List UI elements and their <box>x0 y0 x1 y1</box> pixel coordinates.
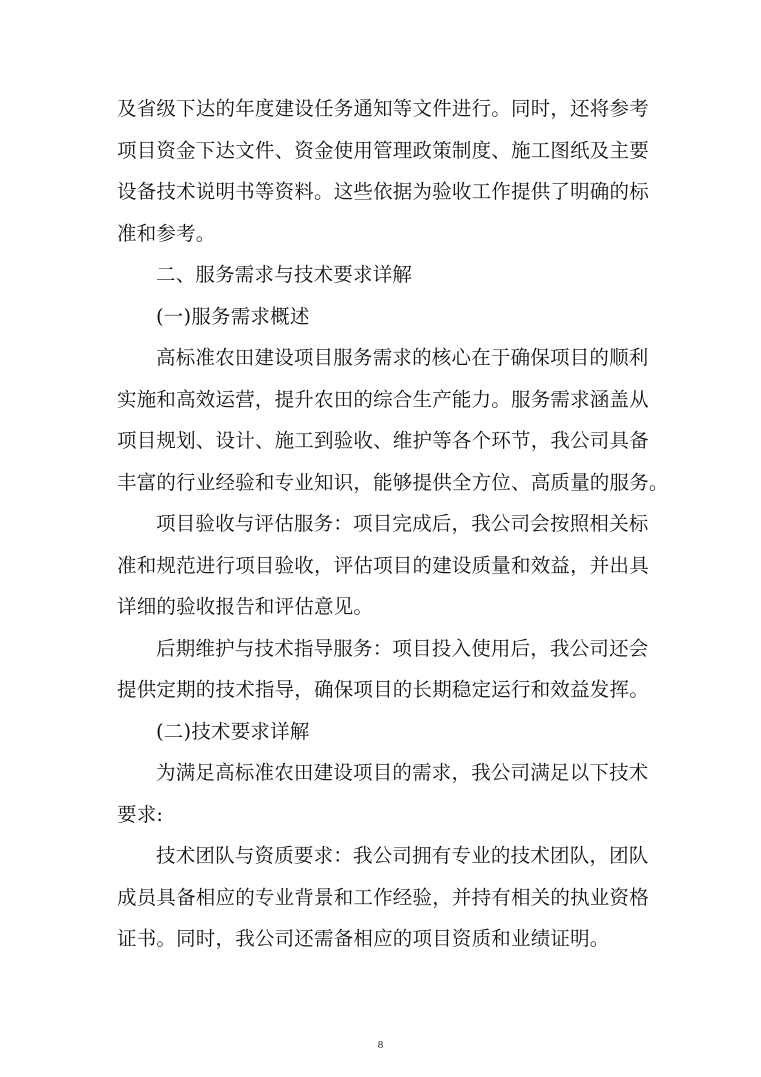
paragraph-line-11: 项目验收与评估服务：项目完成后，我公司会按照相关标 <box>156 512 649 535</box>
document-body <box>117 88 669 960</box>
paragraph-line-21: 证书。同时，我公司还需备相应的项目资质和业绩证明。 <box>117 927 610 950</box>
subsection-heading-2: (二)技术要求详解 <box>156 719 310 743</box>
subsection-heading-1: (一)服务需求概述 <box>156 304 310 328</box>
paragraph-line-18: 要求: <box>117 802 164 826</box>
page-number: 8 <box>377 1039 384 1051</box>
section-heading: 二、服务需求与技术要求详解 <box>156 263 413 286</box>
paragraph-line-15: 提供定期的技术指导，确保项目的长期稳定运行和效益发挥。 <box>117 678 649 701</box>
paragraph-line-12: 准和规范进行项目验收，评估项目的建设质量和效益，并出具 <box>117 553 649 577</box>
paragraph-line-4: 准和参考。 <box>117 221 216 245</box>
paragraph-line-9: 项目规划、设计、施工到验收、维护等各个环节，我公司具备 <box>117 429 649 452</box>
paragraph-line-10: 丰富的行业经验和专业知识，能够提供全方位、高质量的服务。 <box>117 470 669 494</box>
paragraph-line-20: 成员具备相应的专业背景和工作经验，并持有相关的执业资格 <box>117 885 649 909</box>
paragraph-line-8: 实施和高效运营，提升农田的综合生产能力。服务需求涵盖从 <box>117 387 649 411</box>
paragraph-line-2: 项目资金下达文件、资金使用管理政策制度、施工图纸及主要 <box>117 138 649 162</box>
paragraph-line-13: 详细的验收报告和评估意见。 <box>117 595 374 618</box>
paragraph-line-7: 高标准农田建设项目服务需求的核心在于确保项目的顺利 <box>156 346 649 369</box>
paragraph-line-3: 设备技术说明书等资料。这些依据为验收工作提供了明确的标 <box>117 180 649 203</box>
paragraph-line-19: 技术团队与资质要求：我公司拥有专业的技术团队，团队 <box>156 844 649 867</box>
paragraph-line-17: 为满足高标准农田建设项目的需求，我公司满足以下技术 <box>156 761 649 784</box>
paragraph-line-1: 及省级下达的年度建设任务通知等文件进行。同时，还将参考 <box>117 97 649 120</box>
paragraph-line-14: 后期维护与技术指导服务：项目投入使用后，我公司还会 <box>156 636 649 660</box>
